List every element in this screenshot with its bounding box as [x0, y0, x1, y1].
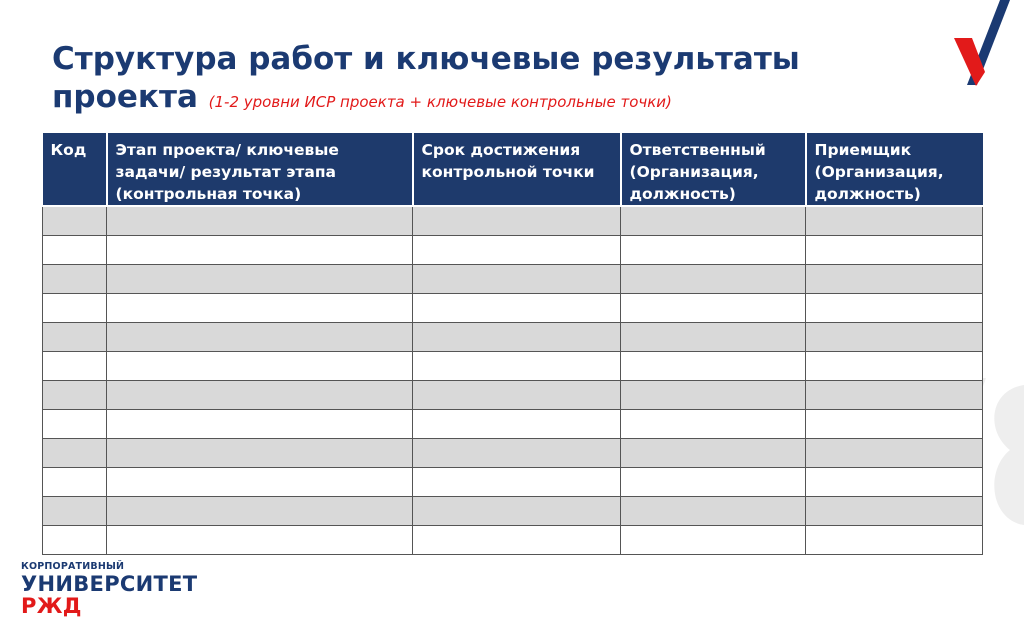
- table-cell[interactable]: [43, 525, 107, 554]
- table-row: [43, 322, 983, 351]
- table-cell[interactable]: [621, 206, 806, 235]
- table-cell[interactable]: [806, 409, 983, 438]
- table-row: [43, 380, 983, 409]
- table-cell[interactable]: [43, 467, 107, 496]
- table-cell[interactable]: [806, 496, 983, 525]
- table-cell[interactable]: [413, 235, 621, 264]
- header-code: Код: [43, 133, 107, 206]
- table-cell[interactable]: [107, 293, 413, 322]
- table-cell[interactable]: [107, 525, 413, 554]
- table-cell[interactable]: [806, 380, 983, 409]
- table-row: [43, 438, 983, 467]
- table-cell[interactable]: [621, 322, 806, 351]
- table-cell[interactable]: [107, 235, 413, 264]
- table-cell[interactable]: [107, 380, 413, 409]
- table-cell[interactable]: [621, 351, 806, 380]
- table-cell[interactable]: [413, 409, 621, 438]
- table-cell[interactable]: [806, 438, 983, 467]
- table-cell[interactable]: [806, 206, 983, 235]
- header-deadline: Срок достижения контрольной точки: [413, 133, 621, 206]
- project-structure-table: [42, 133, 983, 555]
- table-cell[interactable]: [413, 264, 621, 293]
- table-cell[interactable]: [806, 264, 983, 293]
- table-cell[interactable]: [806, 525, 983, 554]
- table-cell[interactable]: [413, 525, 621, 554]
- table-row: [43, 409, 983, 438]
- table-cell[interactable]: [621, 235, 806, 264]
- table-cell[interactable]: [413, 380, 621, 409]
- header-stage: Этап проекта/ ключевые задачи/ результат этапа (контрольная точка): [107, 133, 413, 206]
- table-row: [43, 206, 983, 235]
- title-subtitle: (1-2 уровни ИСР проекта + ключевые контрольные точки): [208, 93, 672, 111]
- table-cell[interactable]: [413, 496, 621, 525]
- table-row: [43, 467, 983, 496]
- table-cell[interactable]: [43, 235, 107, 264]
- table-cell[interactable]: [806, 235, 983, 264]
- title-main: Структура работ и ключевые результаты проекта: [52, 41, 800, 115]
- table-cell[interactable]: [43, 322, 107, 351]
- table-cell[interactable]: [43, 409, 107, 438]
- logo-line-university: УНИВЕРСИТЕТ: [21, 572, 198, 596]
- table-cell[interactable]: [621, 496, 806, 525]
- table-row: [43, 496, 983, 525]
- table-cell[interactable]: [43, 496, 107, 525]
- table-cell[interactable]: [107, 438, 413, 467]
- table-cell[interactable]: [413, 351, 621, 380]
- table-cell[interactable]: [43, 264, 107, 293]
- table-row: [43, 293, 983, 322]
- table-row: [43, 525, 983, 554]
- table-cell[interactable]: [107, 206, 413, 235]
- table-cell[interactable]: [806, 293, 983, 322]
- header-acceptor: Приемщик (Организация, должность): [806, 133, 983, 206]
- table-cell[interactable]: [806, 351, 983, 380]
- university-logo: [21, 561, 197, 617]
- brand-check-logo-icon: [950, 0, 1024, 95]
- table-cell[interactable]: [43, 293, 107, 322]
- table-cell[interactable]: [413, 467, 621, 496]
- table-cell[interactable]: [621, 293, 806, 322]
- table-cell[interactable]: [43, 438, 107, 467]
- table-cell[interactable]: [43, 380, 107, 409]
- table-cell[interactable]: [107, 322, 413, 351]
- table-cell[interactable]: [107, 264, 413, 293]
- table-cell[interactable]: [413, 206, 621, 235]
- logo-line-corporate: КОРПОРАТИВНЫЙ: [21, 561, 125, 572]
- table-body: [43, 206, 983, 554]
- table-row: [43, 351, 983, 380]
- table-row: [43, 264, 983, 293]
- table-cell[interactable]: [413, 293, 621, 322]
- table-cell[interactable]: [621, 264, 806, 293]
- table-cell[interactable]: [107, 496, 413, 525]
- table-cell[interactable]: [107, 351, 413, 380]
- table-header-row: [43, 133, 983, 206]
- table-row: [43, 235, 983, 264]
- table-cell[interactable]: [806, 322, 983, 351]
- table-cell[interactable]: [621, 467, 806, 496]
- table-cell[interactable]: [107, 409, 413, 438]
- page-title: [52, 40, 932, 121]
- table-cell[interactable]: [43, 351, 107, 380]
- header-responsible: Ответственный (Организация, должность): [621, 133, 806, 206]
- table-cell[interactable]: [806, 467, 983, 496]
- table-cell[interactable]: [621, 409, 806, 438]
- table-cell[interactable]: [413, 322, 621, 351]
- table-cell[interactable]: [43, 206, 107, 235]
- table-cell[interactable]: [621, 438, 806, 467]
- table-cell[interactable]: [107, 467, 413, 496]
- table-cell[interactable]: [621, 380, 806, 409]
- logo-line-rzd: РЖД: [21, 594, 82, 618]
- table-cell[interactable]: [413, 438, 621, 467]
- table-cell[interactable]: [621, 525, 806, 554]
